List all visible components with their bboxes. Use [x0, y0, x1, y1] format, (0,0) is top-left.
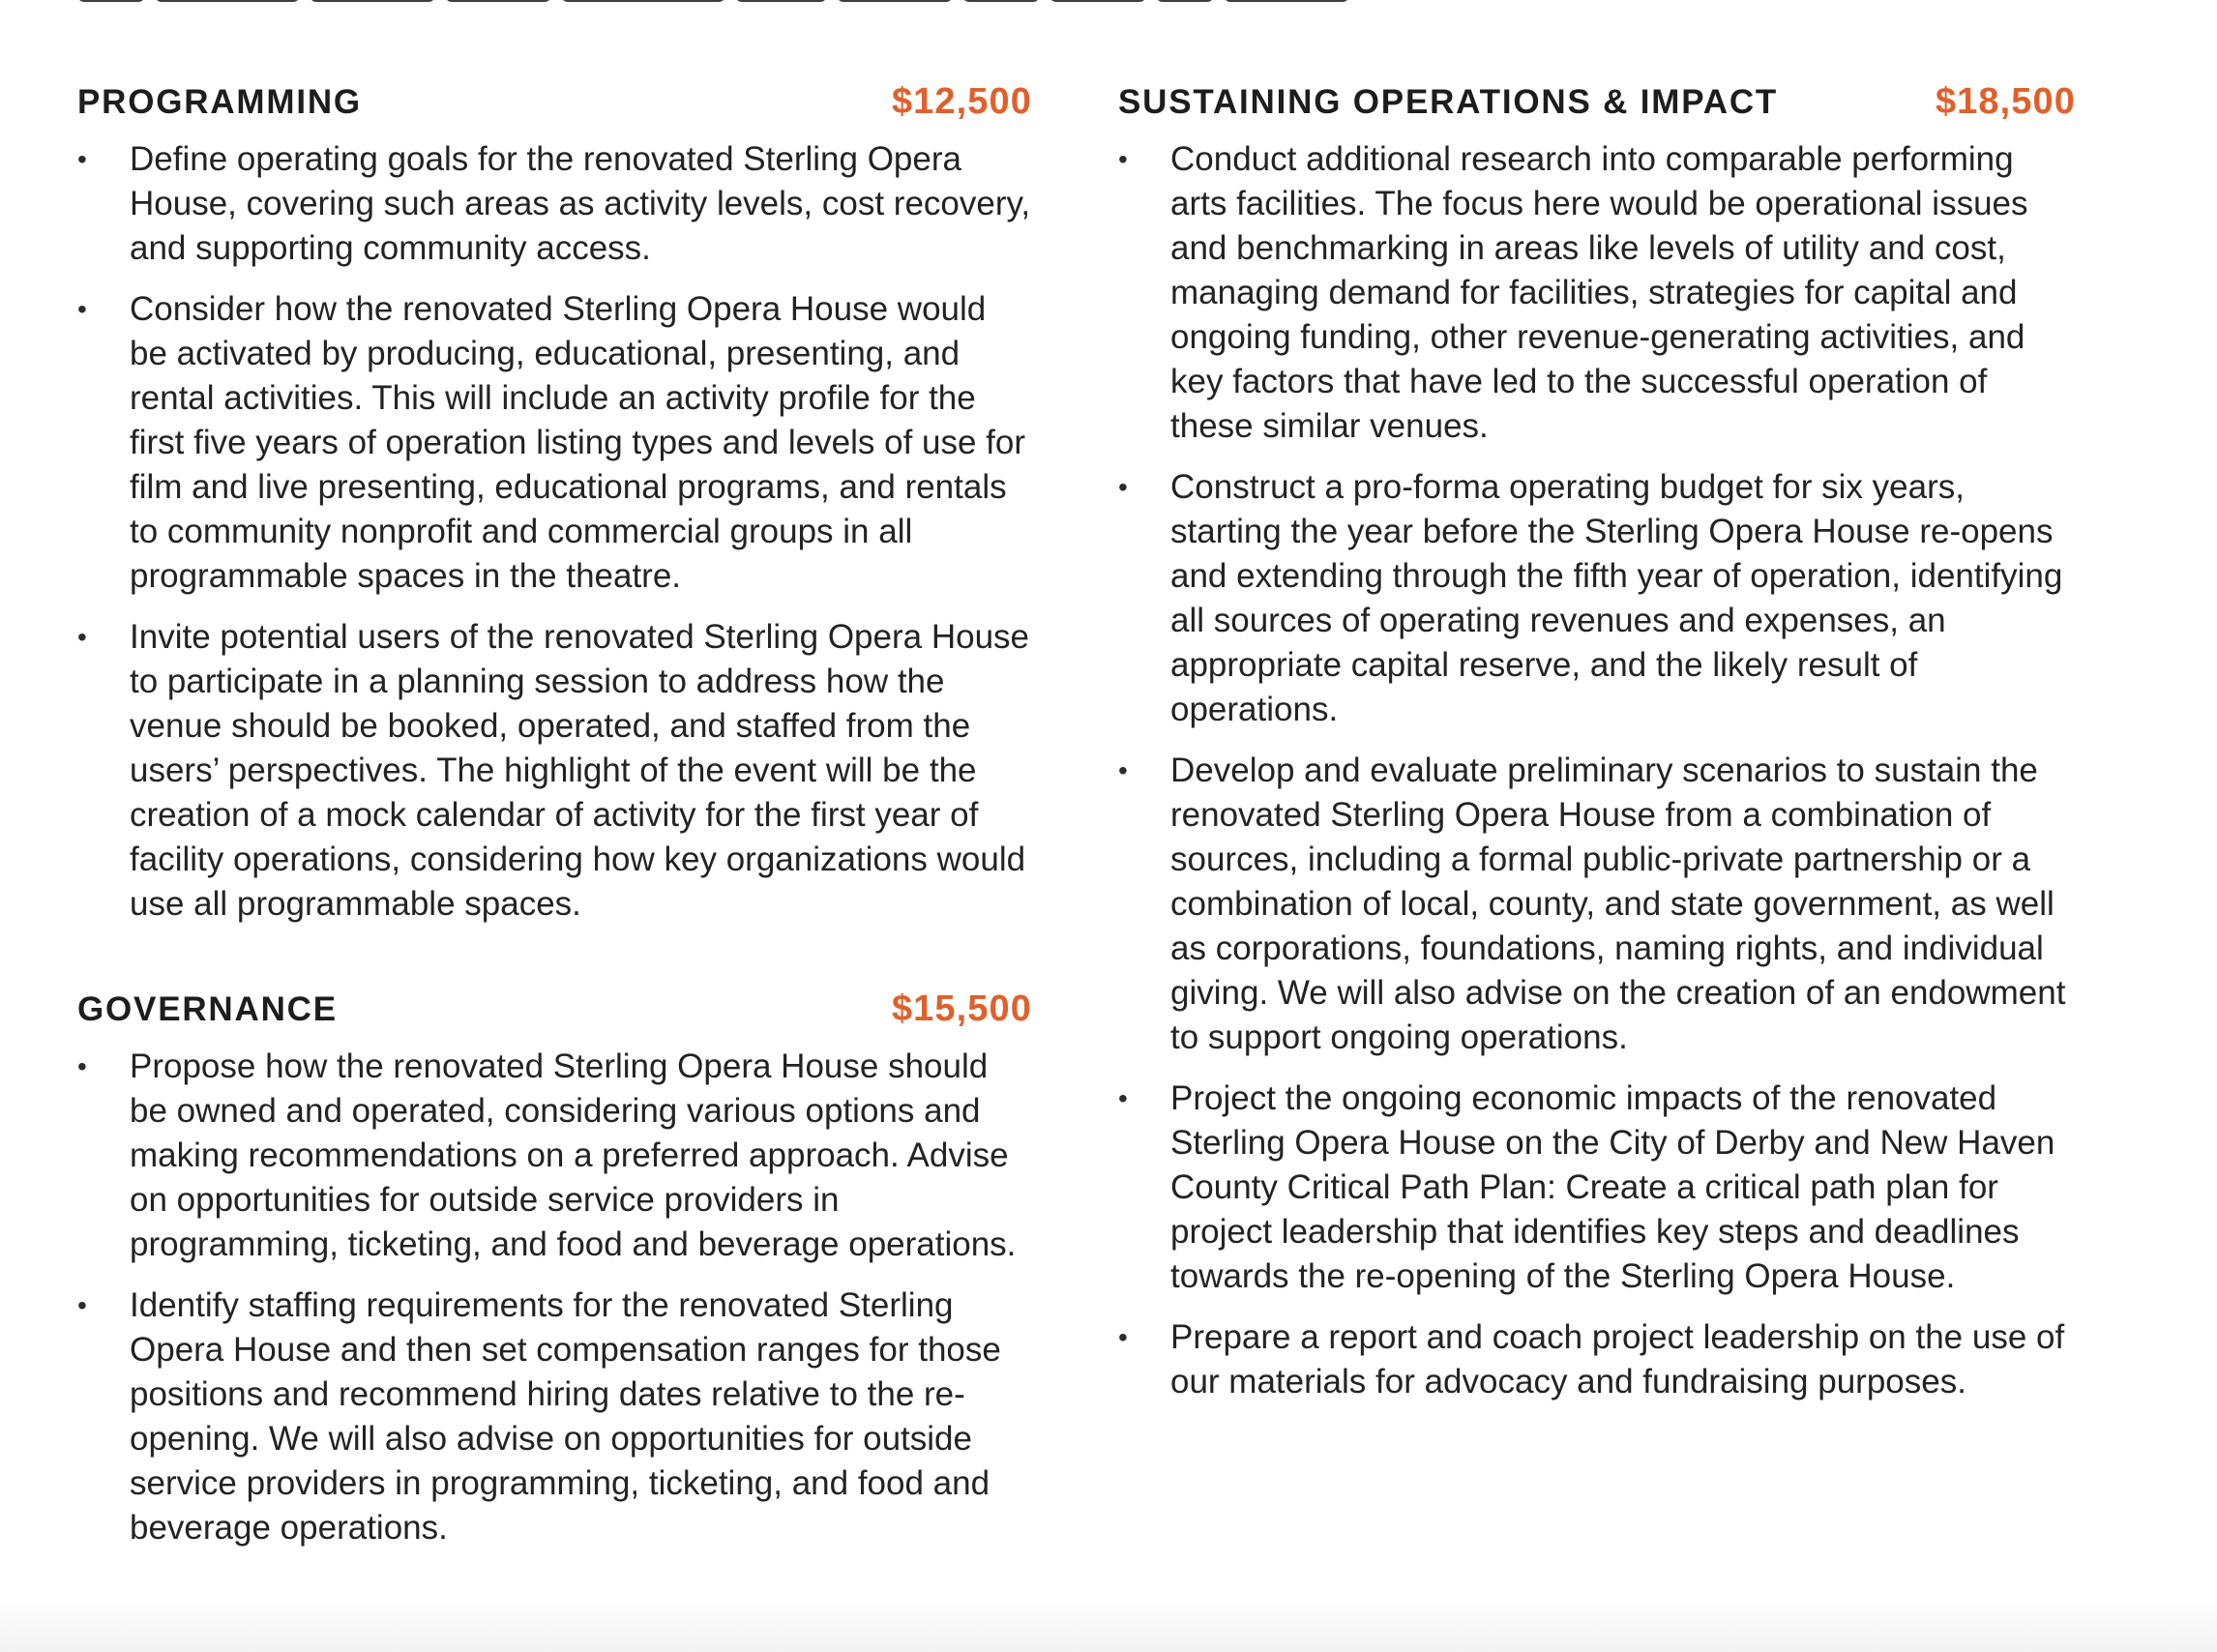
- list-item: [77, 615, 1032, 927]
- bullet-icon: •: [77, 622, 87, 652]
- bullet-icon: •: [1118, 472, 1128, 502]
- bullet-icon: •: [1118, 755, 1128, 785]
- list-item-text: Prepare a report and coach project leadership on the use of our materials for advocacy and fundraising purposes.: [1170, 1318, 2065, 1401]
- section-header: [1118, 81, 2076, 124]
- bullet-list: [77, 137, 1032, 927]
- programming-section: [77, 81, 1032, 927]
- bullet-icon: •: [77, 294, 87, 324]
- bullet-icon: •: [1118, 1322, 1128, 1352]
- cropped-text-line: [77, 0, 1393, 6]
- list-item: [77, 137, 1032, 271]
- bullet-icon: •: [77, 1051, 87, 1081]
- list-item: [1118, 1077, 2076, 1299]
- list-item-text: Define operating goals for the renovated Sterling Opera House, covering such areas as activity levels, cost recovery, and supporting community access.: [130, 140, 1031, 267]
- section-amount: $12,500: [891, 81, 1032, 122]
- sustaining-operations-section: [1118, 81, 2076, 1404]
- list-item-text: Project the ongoing economic impacts of the renovated Sterling Opera House on the City of Derby and New Haven County Critical Path Plan: Create a critical path plan for project leadership that identifies key steps and deadlines towards the re-opening of the Sterling Opera House.: [1170, 1079, 2055, 1295]
- list-item-text: Invite potential users of the renovated Sterling Opera House to participate in a planning session to address how the venue should be booked, operated, and staffed from the users’ perspectives. The highlight of the event will be the creation of a mock calendar of activity for the first year of facility operations, considering how key organizations would use all programmable spaces.: [130, 618, 1029, 923]
- list-item: [77, 1283, 1032, 1550]
- page-bottom-shadow: [0, 1600, 2217, 1652]
- list-item-text: Propose how the renovated Sterling Opera House should be owned and operated, considering various options and making recommendations on a preferred approach. Advise on opportunities for outside service providers in programming, ticketing, and food and beverage operations.: [130, 1047, 1017, 1263]
- bullet-icon: •: [77, 144, 87, 174]
- section-header: [77, 988, 1032, 1031]
- bullet-list: [1118, 137, 2076, 1404]
- section-header: [77, 81, 1032, 124]
- bullet-icon: •: [1118, 144, 1128, 174]
- left-column: [77, 81, 1032, 1550]
- list-item: [1118, 1315, 2076, 1404]
- section-amount: $18,500: [1935, 81, 2076, 122]
- section-title: GOVERNANCE: [77, 990, 338, 1028]
- list-item-text: Identify staffing requirements for the renovated Sterling Opera House and then set compensation ranges for those positions and recommend hiring dates relative to the re-opening. We will also advise on opportunities for outside service providers in programming, ticketing, and food and beverage operations.: [130, 1286, 1001, 1547]
- section-title: SUSTAINING OPERATIONS & IMPACT: [1118, 83, 1779, 121]
- governance-section: [77, 988, 1032, 1550]
- bullet-icon: •: [77, 1290, 87, 1320]
- list-item: [1118, 465, 2076, 732]
- list-item: [77, 287, 1032, 599]
- bullet-icon: •: [1118, 1083, 1128, 1113]
- section-title: PROGRAMMING: [77, 83, 362, 121]
- right-column: [1118, 81, 2076, 1404]
- list-item-text: Consider how the renovated Sterling Opera House would be activated by producing, educational, presenting, and rental activities. This will include an activity profile for the first five years of operation listing types and levels of use for film and live presenting, educational programs, and rentals to community nonprofit and commercial groups in all programmable spaces in the theatre.: [130, 290, 1026, 595]
- list-item-text: Conduct additional research into comparable performing arts facilities. The focus here would be operational issues and benchmarking in areas like levels of utility and cost, managing demand for facilities, strategies for capital and ongoing funding, other revenue-generating activities, and key factors that have led to the successful operation of these similar venues.: [1170, 140, 2028, 445]
- list-item: [1118, 749, 2076, 1060]
- list-item: [1118, 137, 2076, 449]
- section-amount: $15,500: [891, 988, 1032, 1029]
- list-item-text: Construct a pro-forma operating budget for six years, starting the year before the Sterling Opera House re-opens and extending through the fifth year of operation, identifying all sources of operating revenues and expenses, an appropriate capital reserve, and the likely result of operations.: [1170, 468, 2063, 728]
- list-item: [77, 1045, 1032, 1267]
- bullet-list: [77, 1045, 1032, 1550]
- list-item-text: Develop and evaluate preliminary scenarios to sustain the renovated Sterling Opera House from a combination of sources, including a formal public-private partnership or a combination of local, county, and state government, as well as corporations, foundations, naming rights, and individual giving. We will also advise on the creation of an endowment to support ongoing operations.: [1170, 752, 2066, 1056]
